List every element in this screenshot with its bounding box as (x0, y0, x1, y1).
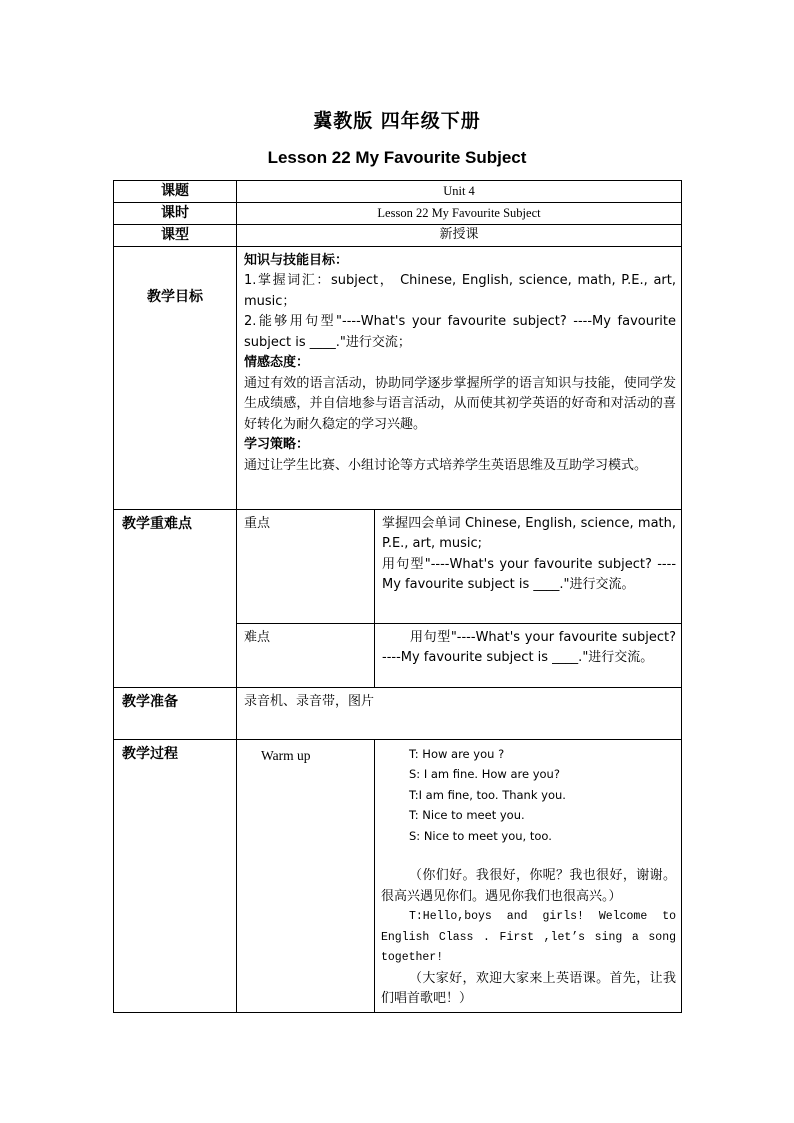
topic-value: Unit 4 (237, 181, 682, 203)
key-points-label: 教学重难点 (114, 509, 237, 687)
lesson-plan-table (113, 180, 682, 1013)
type-value: 新授课 (237, 224, 682, 246)
objective-vocab: 1.掌握词汇：subject， Chinese, English, science, math, P.E., art, music； (244, 273, 677, 309)
preparation-value: 录音机、录音带，图片 (237, 687, 682, 739)
dialogue-line: T:I am fine, too. Thank you. (409, 787, 566, 802)
focus-row (114, 509, 682, 623)
dialogue-line: T: Nice to meet you. (409, 808, 525, 822)
process-label: 教学过程 (114, 739, 237, 1012)
dialogue-line: S: I am fine. How are you? (409, 767, 560, 781)
topic-row (114, 181, 682, 203)
preparation-label: 教学准备 (114, 687, 237, 739)
type-row (114, 224, 682, 246)
topic-label: 课题 (114, 181, 237, 203)
difficulty-content: 用句型"----What's your favourite subject? ----My favourite subject is ____."进行交流。 (375, 623, 682, 687)
dialogue-line: S: Nice to meet you, too. (409, 828, 552, 843)
strategy-heading: 学习策略： (244, 437, 310, 452)
lesson-value: Lesson 22 My Favourite Subject (237, 203, 682, 225)
focus-content (375, 509, 682, 623)
lesson-title: Lesson 22 My Favourite Subject (267, 148, 527, 167)
focus-sentence: 用句型"----What's your favourite subject? ----My favourite subject is ____."进行交流。 (382, 556, 677, 592)
objectives-row (114, 246, 682, 509)
attitude-text: 通过有效的语言活动，协助同学逐步掌握所学的语言知识与技能，使同学发生成绩感，并自信地参与语言活动，从而使其初学英语的好奇和对活动的喜好转化为耐久稳定的学习兴趣。 (244, 375, 677, 432)
lesson-label: 课时 (114, 203, 237, 225)
objectives-content (237, 246, 682, 509)
preparation-row (114, 687, 682, 739)
type-label: 课型 (114, 224, 237, 246)
process-row (114, 739, 682, 1012)
knowledge-heading: 知识与技能目标： (244, 252, 349, 268)
greeting-text: T:Hello,boys and girls! Welcome to English Class . First ,let’s sing a song together! (381, 910, 677, 964)
document-title: 冀教版 四年级下册 (313, 110, 481, 132)
dialogue-line: T: How are you ? (409, 746, 505, 761)
objectives-label: 教学目标 (114, 246, 237, 509)
difficulty-label: 难点 (237, 623, 375, 687)
attitude-heading: 情感态度： (244, 355, 310, 370)
objective-sentence: 2.能够用句型"----What's your favourite subject? ----My favourite subject is ____."进行交流； (244, 314, 677, 350)
focus-words: 掌握四会单词 Chinese, English, science, math, P.E., art, music; (382, 515, 677, 551)
focus-label: 重点 (237, 509, 375, 623)
translation-note: （大家好，欢迎大家来上英语课。首先，让我们唱首歌吧！） (381, 970, 677, 1006)
process-content (375, 739, 682, 1012)
stage-warm-up: Warm up (237, 739, 375, 1012)
strategy-text: 通过让学生比赛、小组讨论等方式培养学生英语思维及互助学习模式。 (244, 457, 648, 473)
translation-note: （你们好。我很好，你呢？我也很好，谢谢。很高兴遇见你们。遇见你我们也很高兴。） (381, 868, 677, 904)
lesson-row (114, 203, 682, 225)
